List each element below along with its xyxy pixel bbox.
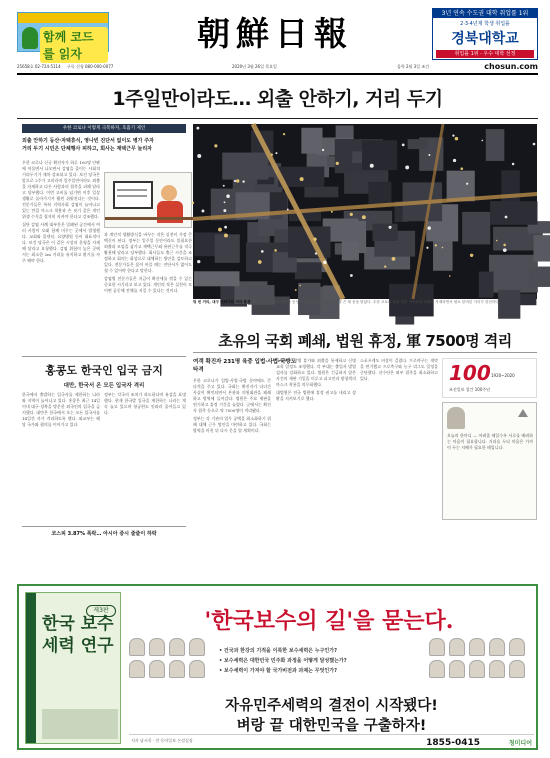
character-icon [22, 27, 38, 49]
book-cover-faces [42, 709, 118, 739]
box-headline[interactable]: 홍콩도 한국인 입국 금지 [45, 364, 163, 377]
caption-title: 텅 빈 거리, 대구 번화가의 저녁 풍경 [193, 300, 251, 304]
deck-line: 거리 두기 시민은 단체행사 피하고, 회사는 재택근무 늘리자 [22, 146, 153, 152]
portrait-icon [129, 660, 145, 678]
ad-stripe [18, 13, 108, 23]
ad-right-banner[interactable] [432, 8, 538, 60]
photo-caption [193, 300, 537, 305]
sub-deck [22, 137, 192, 153]
article-column-1 [22, 160, 100, 352]
box-subhead: 대만, 한국서 온 모든 입국자 격리 [63, 383, 145, 389]
book-spine [26, 593, 36, 743]
portrait-icon [429, 660, 445, 678]
portrait-icon [469, 660, 485, 678]
newspaper-title: 朝鮮日報 [197, 14, 353, 53]
ad-slogan-line: 벼랑 끝 대한민국을 구출하자! [236, 718, 427, 734]
info-bar [17, 62, 538, 72]
paragraph: 우한 코로나 신규 확진자가 하루 100명 안팎에 머물면서 나오면서 감염을 줄이는 사회적 거리두기가 재차 강조되고 있다. 보건 당국은 앞으로 2주가 고비라며 일주일만이라도 외출을 자제하고 다른 사람과의 접촉을 피해 달라고 당부했다. 이번 고비를 넘기면 이후 일상생활로 돌아가기가 훨씬 쉬워진다는 것이다. 전문가들은 특히 지역사회 감염이 늘어나고 있는 만큼 마스크 착용과 손 씻기 같은 개인 위생 수칙을 철저히 지켜야 한다고 강조했다. [22, 160, 100, 219]
ad-right-line1: 3년 연속 수도권 대학 취업률 1위 [433, 9, 537, 18]
section-rule [193, 352, 537, 353]
ad-footer [129, 734, 534, 748]
paragraph: 과 개인적 생활방식을 바꾸는 작은 실천이 가장 큰 백신이 된다. 정부는 일주일 동안이라도 불필요한 외출과 모임을 삼가고 재택근무와 유연근무를 적극 활용해 달라고 당부했다. 회사들도 출근 시간을 조정하고 회의는 화상으로 대체하는 방안을 검토하고 있다. 전문가들은 몸이 아플 때는 진단서가 없어도 쉴 수 있어야 한다고 말한다. [104, 232, 192, 273]
remote-work-illustration [104, 172, 192, 228]
sidebar-text [447, 433, 533, 517]
centennial-logo [442, 358, 537, 398]
portrait-icon [189, 660, 205, 678]
caption-body: 25일 대구의 대표 번화가 동성로 일대 상점 대부분이 불을 끈 채 문을 닫았다. 우한 코로나 확산 이후 시민들이 외출을 자제하면서 평소 붐비던 거리가 한산하다. [251, 300, 501, 304]
portrait-icon [429, 638, 445, 656]
person-head-icon [161, 185, 177, 201]
centennial-number: 100 [449, 361, 491, 385]
issue-number: 25658호 02-724-5114 [17, 64, 61, 69]
portrait-icon [489, 660, 505, 678]
market-news-strip[interactable]: 코스피 3.87% 폭락… 아시아 증시 줄줄이 하락 [51, 531, 157, 537]
portrait-icon [169, 638, 185, 656]
portrait-icon [129, 638, 145, 656]
subscription-phone: 구독 신청 080-000-0077 [67, 64, 114, 69]
ad-right-line2: 2·3·4년제 학생 취업률 [460, 21, 510, 27]
ad-slogan-line: 자유민주세력의 결전이 시작됐다! [225, 698, 438, 714]
paragraph: 우한 코로나가 입법·사법·국방 분야에도 큰 타격을 주고 있다. 국회는 확진자가 다녀간 사실이 확인되면서 본관과 의원회관을 폐쇄하고 방역에 들어갔다. 법원은 주요 재판을 연기하고 휴정 기간을 늘렸다. 군에서는 확진자 접촉 등으로 약 7500명이 격리됐다. [193, 378, 271, 413]
article-column-4 [276, 358, 356, 528]
mountain-icon [518, 409, 528, 417]
paragraph: 집단 감염 사례 대부분은 밀폐된 공간에서 여러 사람이 오래 함께 머무는 곳에서 발생했다. 교회와 콜센터, 요양병원 등이 대표적이다. 보건 당국은 이 같은 시설의 운영을 자제해 달라고 요청했다. 감염 위험이 높은 곳에서는 최소한 2m 거리를 유지하고 환기를 자주 해야 한다. [22, 222, 100, 263]
box-column-1 [22, 392, 100, 524]
issue-date: 2020년 3월 26일 목요일 [232, 64, 277, 69]
portrait-icon [449, 638, 465, 656]
portrait-icon [469, 638, 485, 656]
ad-left-text: 함께 코드를 읽자 [40, 27, 108, 63]
strip-rule [22, 526, 186, 527]
ad-writer: 저자 남시욱 · 전 동아일보 논설실장 [131, 738, 193, 743]
deck-line: 외출 안하기 등산·자택휴식, 영나빈 진단서 없이도 병가 주자 [22, 138, 154, 144]
portrait-group-right [429, 638, 534, 698]
ad-right-name: 경북대학교 [451, 31, 519, 47]
portrait-icon [189, 638, 205, 656]
portrait-icon [509, 660, 525, 678]
col3-subhead: 여객 확진자 231명 육중 입법·사법·국방도 타격 [193, 359, 297, 373]
sidebar-column-box [442, 402, 537, 520]
centennial-years: 1920~2020 [491, 373, 515, 378]
top-rule [17, 73, 538, 75]
paragraph: 정부는 각국의 조치가 과도하다며 유감을 표명했다. 현재 한국발 입국을 제한하는 나라는 계속 늘고 있으며 항공편도 잇따라 줄어들고 있다. [104, 392, 186, 415]
city-night-photo[interactable] [193, 124, 537, 299]
screen-line [117, 189, 147, 191]
main-headline[interactable]: 1주일만이라도… 외출 안하기, 거리 두기 [112, 88, 443, 110]
article-column-2 [104, 232, 192, 352]
desk-icon [105, 217, 193, 220]
centennial-sub: 조선일보 창간 100주년 [449, 387, 491, 392]
book-title: 한국 보수세력 연구 [42, 614, 114, 656]
ad-bullet: • 보수세력은 대한민국 민주화 과정을 어떻게 달성했는가? [219, 658, 347, 664]
portrait-icon [447, 407, 465, 429]
paragraph: 정부는 각 기관의 업무 공백을 최소화하기 위해 대체 근무 방안을 마련하고 있다. 국회는 방역을 마친 뒤 다시 문을 열 계획이다. [193, 416, 271, 433]
book-cover[interactable] [25, 592, 121, 744]
portrait-icon [509, 638, 525, 656]
book-edition: 제3판 [86, 605, 116, 617]
website-link[interactable]: chosun.com [484, 62, 538, 71]
ad-left-banner[interactable] [17, 12, 109, 61]
portrait-icon [449, 660, 465, 678]
paragraph: 대법원은 전국 법원에 휴정 권고를 내리고 상황을 지켜보기로 했다. [276, 390, 356, 401]
ad-bullet: • 보수세력이 가져야 할 국가비전과 과제는 무엇인가? [219, 668, 337, 674]
portrait-icon [169, 660, 185, 678]
paragraph: 한국에서 출발하는 입국자를 제한하는 나라와 지역이 늘어나고 있다. 홍콩은 최근 14일 이내 대구·경북을 방문한 외국인의 입국을 금지했다. 대만은 한국에서 오는 모든 입국자를 14일간 자가 격리하도록 했다. 외교부는 해당 국가와 협의를 이어가고 있다. [22, 392, 100, 427]
second-headline[interactable]: 초유의 국회 폐쇄, 법원 휴정, 軍 7500명 격리 [218, 332, 512, 350]
ad-title: '한국보수의 길'을 묻는다. [204, 608, 454, 634]
publisher-logo: 청미디어 [508, 740, 532, 747]
paragraph: 오늘의 한마디 — 어려울 때일수록 서로를 배려하는 마음이 필요합니다. 거리를 두되 마음은 가까이 두는 지혜가 필요한 때입니다. [447, 433, 533, 450]
screen-line [117, 195, 147, 197]
portrait-group-left [129, 638, 215, 698]
paragraph: 감염병 전문가들은 지금이 확산세를 꺾을 수 있는 중요한 시기라고 보고 있다. 개인의 작은 실천이 모이면 공동체 전체를 지킬 수 있다는 것이다. [104, 276, 192, 293]
masthead [0, 0, 550, 66]
ad-right-line4: 취업률 1위 · 우수 대학 선정 [436, 50, 534, 58]
paragraph: 스포츠계도 비상이 걸렸다. 프로야구는 개막을 연기했고 프로축구와 농구 리그도 일정을 중단했다. 선수단은 외부 접촉을 최소화하고 있다. [360, 358, 438, 381]
portrait-icon [489, 638, 505, 656]
ad-bullet: • 건국과 한강의 기적을 이룩한 보수세력은 누구인가? [219, 648, 337, 654]
series-tag: 우한 코로나 이렇게 극복하자, 호흡기 제언 [22, 124, 186, 133]
article-column-3 [193, 378, 271, 528]
lunar-date: 음력 2월 3일 조간 [397, 64, 430, 69]
box-rule [22, 356, 186, 357]
city-night-image [193, 124, 537, 299]
ad-phone[interactable]: 1855-0415 [426, 738, 480, 748]
ad-slogan [129, 696, 534, 736]
ad-bullet-list [219, 646, 419, 676]
article-column-5 [360, 358, 438, 528]
box-column-2 [104, 392, 186, 524]
portrait-icon [149, 638, 165, 656]
headline-rule [17, 118, 538, 119]
paragraph: 국방부는 장병 휴가와 외출을 통제하고 신병 교육 일정도 조정했다. 각 부대는 출입자 발열 검사를 강화하고 있다. 법원은 긴급하지 않은 사건의 재판 기일을 미루고 피고인과 방청객의 마스크 착용을 의무화했다. [276, 358, 356, 387]
portrait-icon [149, 660, 165, 678]
book-advertisement[interactable] [17, 584, 538, 750]
